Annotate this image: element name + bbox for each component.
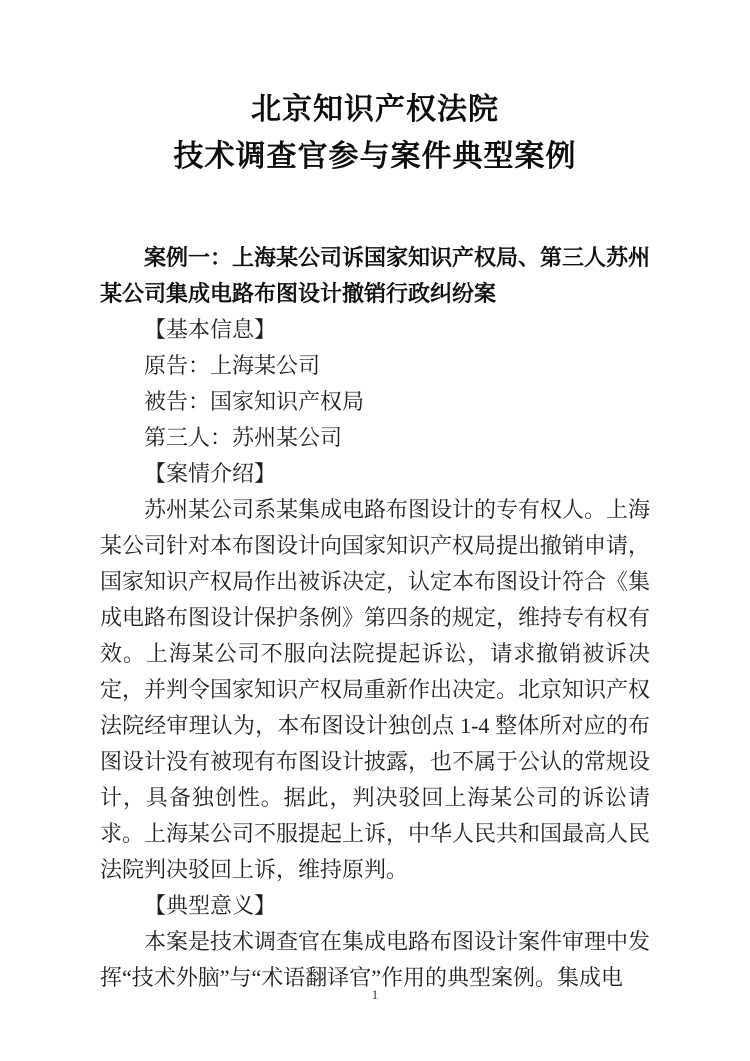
document-title	[0, 0, 750, 180]
page-number: 1	[371, 987, 379, 1002]
case-heading: 案例一：上海某公司诉国家知识产权局、第三人苏州某公司集成电路布图设计撤销行政纠纷案	[100, 245, 651, 306]
title-line-1: 北京知识产权法院	[251, 93, 499, 126]
section-label-significance: 【典型意义】	[144, 893, 277, 918]
document-body	[100, 240, 650, 996]
significance-paragraph: 本案是技术调查官在集成电路布图设计案件审理中发挥“技术外脑”与“术语翻译官”作用的典型案例。集成电	[100, 929, 651, 990]
section-label-case-intro: 【案情介绍】	[144, 461, 277, 486]
third-party-line: 第三人：苏州某公司	[144, 425, 343, 450]
case-intro-paragraph: 苏州某公司系某集成电路布图设计的专有权人。上海某公司针对本布图设计向国家知识产权局提出撤销申请，国家知识产权局作出被诉决定，认定本布图设计符合《集成电路布图设计保护条例》第四条的规定，维持专有权有效。上海某公司不服向法院提起诉讼，请求撤销被诉决定，并判令国家知识产权局重新作出决定。北京知识产权法院经审理认为，本布图设计独创点 1-4 整体所对应的布图设计没有被现有布图设计披露，也不属于公认的常规设计，具备独创性。据此，判决驳回上海某公司的诉讼请求。上海某公司不服提起上诉，中华人民共和国最高人民法院判决驳回上诉，维持原判。	[100, 497, 651, 882]
plaintiff-line: 原告：上海某公司	[144, 353, 321, 378]
title-line-2: 技术调查官参与案件典型案例	[173, 140, 577, 173]
defendant-line: 被告：国家知识产权局	[144, 389, 365, 414]
section-label-basic-info: 【基本信息】	[144, 317, 277, 342]
